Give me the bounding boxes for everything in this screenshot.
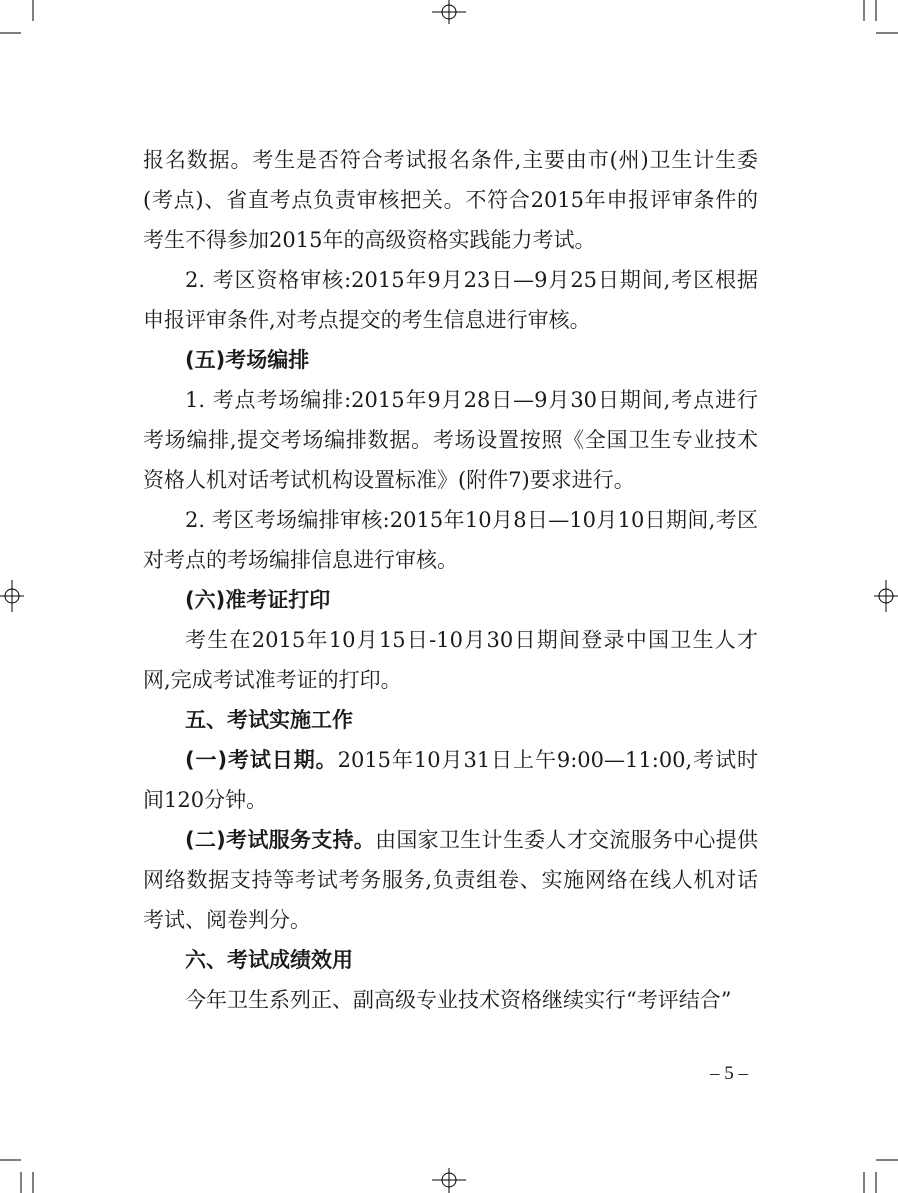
section-heading-exam-room-arrangement: (五)考场编排: [185, 348, 310, 372]
paragraph-registration-data: 报名数据。考生是否符合考试报名条件,主要由市(州)卫生计生委(考点)、省直考点负责审核把关。不符合2015年申报评审条件的考生不得参加2015年的高级资格实践能力考试。: [143, 148, 758, 252]
exam-service-support-text: 由国家卫生计生委人才交流服务中心提供网络数据支持等考试考务服务,负责组卷、实施网络在线人机对话考试、阅卷判分。: [143, 828, 759, 932]
section-heading-admission-ticket: (六)准考证打印: [185, 588, 331, 612]
body-text: [143, 140, 758, 1020]
paragraph-exam-date: [143, 740, 758, 820]
paragraph-score-validity: 今年卫生系列正、副高级专业技术资格继续实行“考评结合”: [185, 988, 732, 1012]
section-heading-exam-score-validity: 六、考试成绩效用: [185, 948, 353, 972]
paragraph-site-room-arrangement: 1. 考点考场编排:2015年9月28日—9月30日期间,考点进行考场编排,提交考场编排数据。考场设置按照《全国卫生专业技术资格人机对话考试机构设置标准》(附件7)要求进行。: [143, 388, 758, 492]
page-number: – 5 –: [710, 1063, 748, 1084]
paragraph-exam-service-support: [143, 820, 758, 940]
lead-exam-date: (一)考试日期。: [185, 748, 338, 772]
paragraph-admission-ticket-printing: 考生在2015年10月15日-10月30日期间登录中国卫生人才网,完成考试准考证的打印。: [143, 628, 758, 692]
section-heading-exam-implementation: 五、考试实施工作: [185, 708, 353, 732]
exam-date-text: 2015年10月31日上午9:00—11:00,考试时间120分钟。: [143, 748, 758, 812]
lead-exam-service-support: (二)考试服务支持。: [185, 828, 376, 852]
paragraph-room-arrangement-review: 2. 考区考场编排审核:2015年10月8日—10月10日期间,考区对考点的考场编排信息进行审核。: [143, 508, 758, 572]
paragraph-district-qualification-review: 2. 考区资格审核:2015年9月23日—9月25日期间,考区根据申报评审条件,对考点提交的考生信息进行审核。: [143, 268, 758, 332]
